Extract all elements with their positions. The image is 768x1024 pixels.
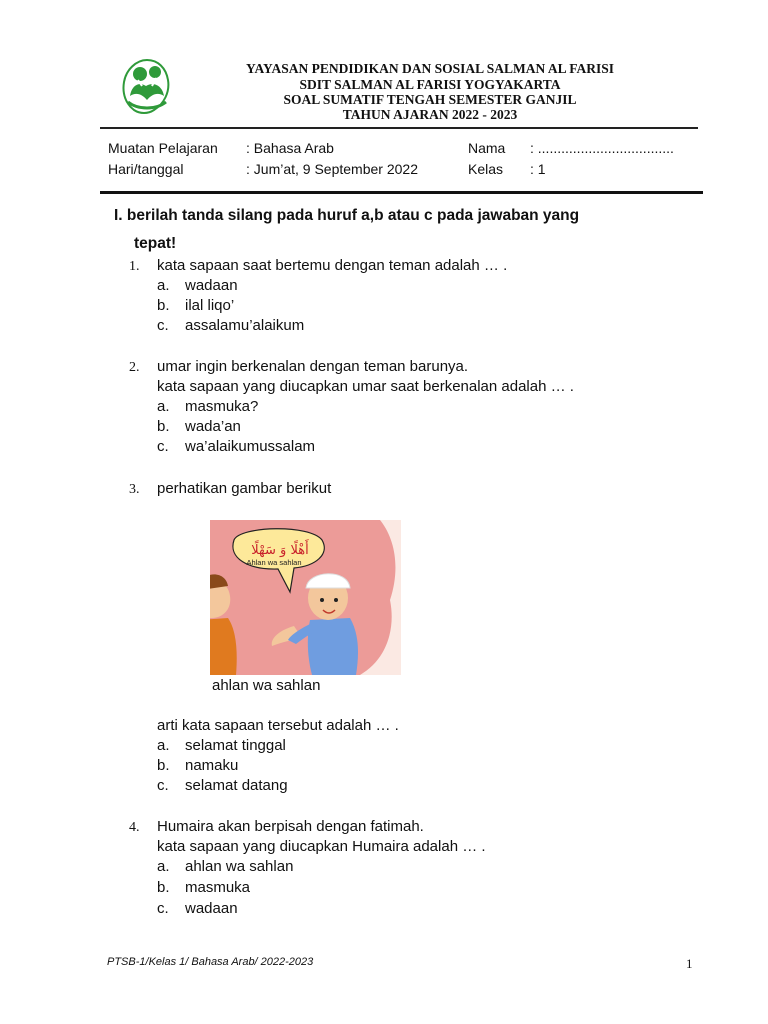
option-a[interactable] bbox=[157, 857, 293, 877]
header-divider bbox=[100, 127, 698, 129]
subject-label: Muatan Pelajaran bbox=[108, 140, 218, 156]
name-field[interactable]: : ................................... bbox=[530, 140, 674, 156]
class-label: Kelas bbox=[468, 161, 504, 177]
question-text: kata sapaan saat bertemu dengan teman adalah … . bbox=[157, 257, 508, 274]
question-number: 3. bbox=[129, 482, 140, 497]
section-instruction bbox=[114, 202, 674, 258]
class-value: : 1 bbox=[530, 161, 546, 177]
option-b[interactable] bbox=[157, 756, 238, 776]
question-text: kata sapaan yang diucapkan Humaira adalah … . bbox=[157, 838, 486, 855]
question-number: 4. bbox=[129, 820, 140, 835]
option-text: wadaan bbox=[185, 900, 238, 917]
option-text: selamat datang bbox=[185, 777, 288, 794]
option-b[interactable] bbox=[157, 417, 241, 437]
option-text: assalamu’alaikum bbox=[185, 317, 305, 334]
exam-title: SOAL SUMATIF TENGAH SEMESTER GANJIL bbox=[283, 92, 577, 107]
bubble-caption: Ahlan wa sahlan bbox=[246, 558, 302, 567]
option-letter: b. bbox=[157, 757, 170, 774]
name-label: Nama bbox=[468, 140, 506, 156]
option-letter: c. bbox=[157, 900, 169, 917]
option-text: masmuka? bbox=[185, 398, 259, 415]
option-c[interactable] bbox=[157, 899, 238, 919]
option-letter: a. bbox=[157, 858, 170, 875]
school-name: SDIT SALMAN AL FARISI YOGYAKARTA bbox=[299, 77, 561, 92]
option-letter: a. bbox=[157, 398, 170, 415]
option-letter: b. bbox=[157, 418, 170, 435]
option-a[interactable] bbox=[157, 397, 258, 417]
option-letter: c. bbox=[157, 438, 169, 455]
question-text: umar ingin berkenalan dengan teman barunya. bbox=[157, 358, 469, 375]
option-text: wa’alaikumussalam bbox=[185, 438, 316, 455]
foundation-name: YAYASAN PENDIDIKAN DAN SOSIAL SALMAN AL FARISI bbox=[245, 61, 615, 76]
option-b[interactable] bbox=[157, 296, 234, 316]
page-number: 1 bbox=[686, 956, 693, 971]
option-b[interactable] bbox=[157, 878, 250, 898]
option-letter: a. bbox=[157, 277, 170, 294]
question-number: 2. bbox=[129, 360, 140, 375]
option-letter: b. bbox=[157, 879, 170, 896]
option-c[interactable] bbox=[157, 776, 288, 796]
option-c[interactable] bbox=[157, 437, 315, 457]
academic-year: TAHUN AJARAN 2022 - 2023 bbox=[342, 107, 518, 122]
option-text: masmuka bbox=[185, 879, 251, 896]
option-text: namaku bbox=[185, 757, 239, 774]
option-a[interactable] bbox=[157, 276, 238, 296]
question-text: Humaira akan berpisah dengan fatimah. bbox=[157, 818, 424, 835]
subject-value: : Bahasa Arab bbox=[246, 140, 334, 156]
question-text: perhatikan gambar berikut bbox=[157, 480, 332, 497]
date-value: : Jum’at, 9 September 2022 bbox=[246, 161, 418, 177]
option-text: wada’an bbox=[185, 418, 241, 435]
option-letter: c. bbox=[157, 777, 169, 794]
option-c[interactable] bbox=[157, 316, 304, 336]
question-text: arti kata sapaan tersebut adalah … . bbox=[157, 717, 399, 734]
meta-divider bbox=[100, 191, 703, 194]
picture-caption: ahlan wa sahlan bbox=[212, 677, 321, 694]
option-letter: c. bbox=[157, 317, 169, 334]
option-text: ahlan wa sahlan bbox=[185, 858, 294, 875]
question-text: kata sapaan yang diucapkan umar saat berkenalan adalah … . bbox=[157, 378, 574, 395]
question-number: 1. bbox=[129, 259, 140, 274]
option-a[interactable] bbox=[157, 736, 286, 756]
arabic-greeting: أَهْلًا وَ سَهْلًا bbox=[251, 543, 309, 558]
option-letter: b. bbox=[157, 297, 170, 314]
option-letter: a. bbox=[157, 737, 170, 754]
instruction-line-1: I. berilah tanda silang pada huruf a,b atau c pada jawaban yang bbox=[114, 207, 580, 224]
date-label: Hari/tanggal bbox=[108, 161, 184, 177]
greeting-illustration bbox=[210, 520, 401, 675]
option-text: wadaan bbox=[185, 277, 238, 294]
page-footer: PTSB-1/Kelas 1/ Bahasa Arab/ 2022-2023 bbox=[107, 956, 314, 968]
option-text: selamat tinggal bbox=[185, 737, 286, 754]
option-text: ilal liqo’ bbox=[185, 297, 235, 314]
instruction-line-2: tepat! bbox=[134, 235, 177, 252]
